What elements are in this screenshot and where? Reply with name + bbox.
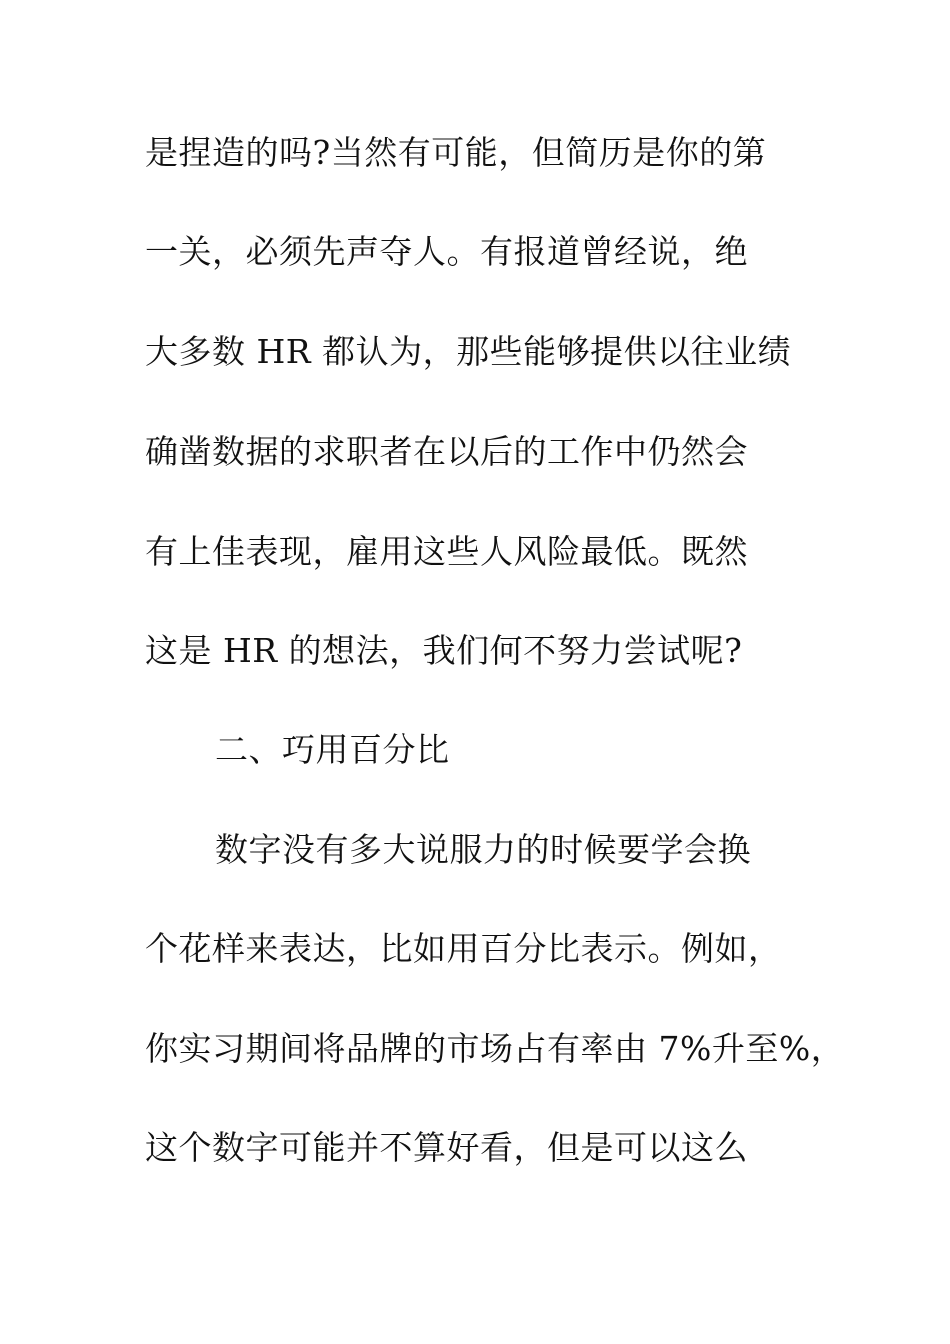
paragraph-line: 有上佳表现，雇用这些人风险最低。既然 (145, 532, 748, 571)
paragraph-line: 这是 HR 的想法，我们何不努力尝试呢? (145, 631, 743, 670)
section-paragraph-line: 数字没有多大说服力的时候要学会换 (215, 830, 751, 869)
paragraph-line: 一关，必须先声夺人。有报道曾经说，绝 (145, 232, 748, 271)
section-paragraph-line: 个花样来表达，比如用百分比表示。例如， (145, 929, 782, 968)
section-heading: 二、巧用百分比 (215, 730, 450, 769)
paragraph-line: 确凿数据的求职者在以后的工作中仍然会 (145, 432, 748, 471)
paragraph-line: 是捏造的吗?当然有可能，但简历是你的第 (145, 133, 767, 172)
section-paragraph-line: 你实习期间将品牌的市场占有率由 7%升至%， (145, 1029, 845, 1068)
section-paragraph-line: 这个数字可能并不算好看，但是可以这么 (145, 1128, 748, 1167)
paragraph-line: 大多数 HR 都认为，那些能够提供以往业绩 (145, 332, 792, 371)
